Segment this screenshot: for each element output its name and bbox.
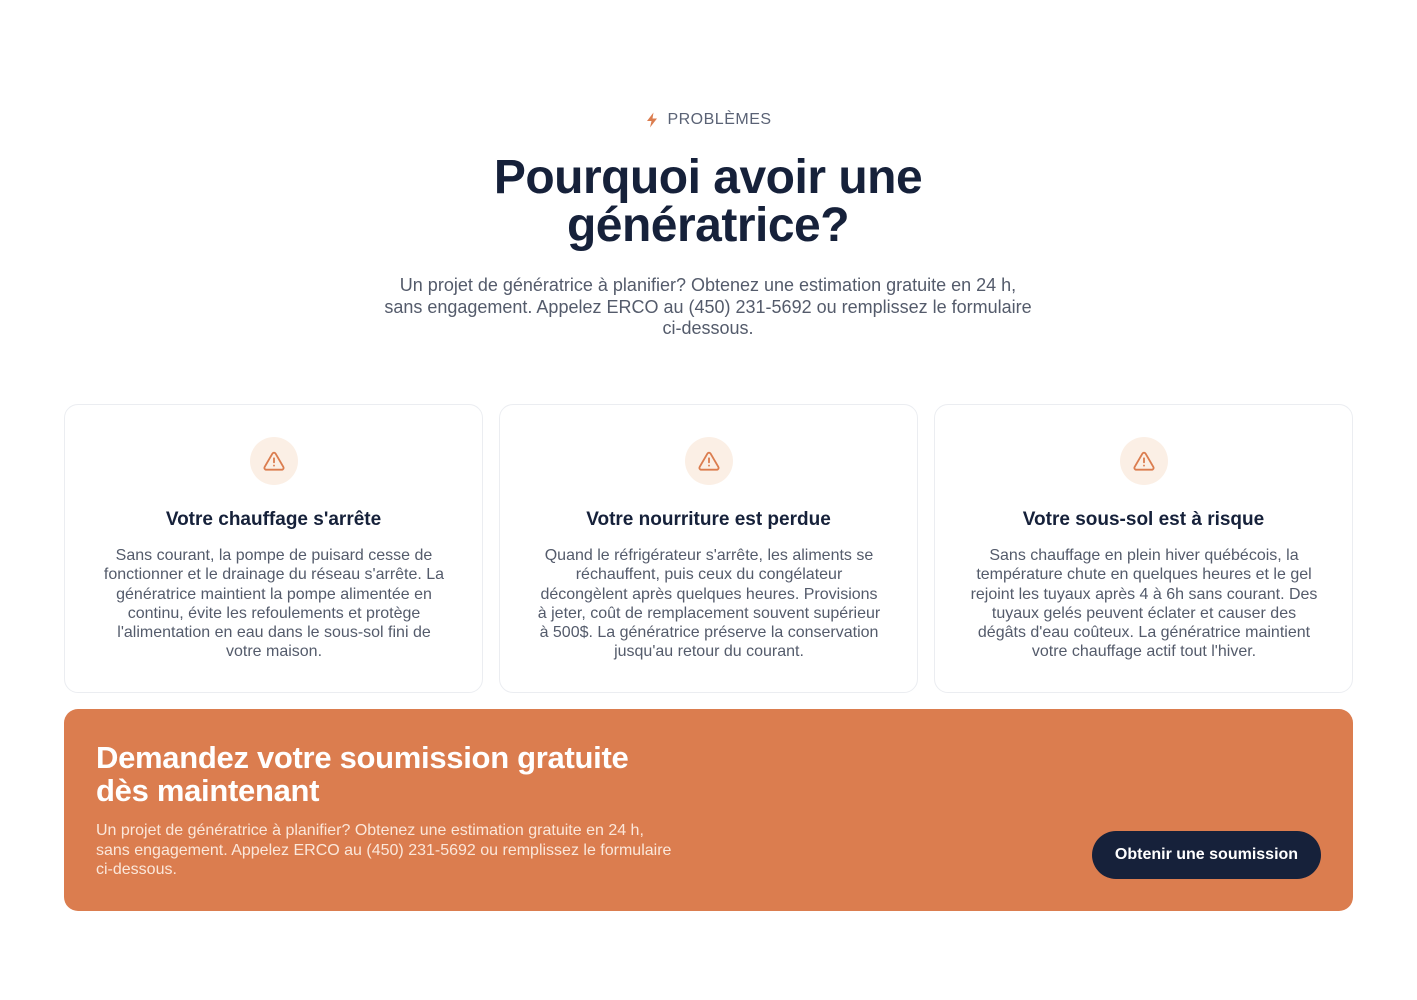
card-line: Quand le réfrigérateur s'arrête, les aliments se — [544, 547, 874, 564]
intro-line-1: Un projet de génératrice à planifier? Obtenez une estimation gratuite en 24 h, — [399, 275, 1017, 295]
intro-line-3: ci-dessous. — [662, 318, 754, 338]
warning-triangle-icon — [263, 450, 285, 472]
card-line: Sans chauffage en plein hiver québécois, la — [989, 547, 1299, 564]
page-title-line-2: génératrice? — [566, 199, 850, 252]
cta-title — [96, 741, 716, 807]
get-quote-button[interactable]: Obtenir une soumission — [1092, 831, 1321, 879]
cta-description — [96, 821, 716, 880]
cta-line-1: Un projet de génératrice à planifier? Obtenez une estimation gratuite en 24 h, — [96, 822, 644, 839]
cta-title-line-2: dès maintenant — [96, 773, 320, 808]
card-line: décongèlent après quelques heures. Provisions — [540, 585, 878, 603]
card-line: fonctionner et le drainage du réseau s'arrête. La — [103, 566, 445, 584]
card-line: l'alimentation en eau dans le sous-sol fini de — [117, 624, 431, 642]
card-title: Votre sous-sol est à risque — [1022, 509, 1265, 530]
card-line: Sans courant, la pompe de puisard cesse de — [115, 547, 433, 564]
problem-card-heating — [64, 404, 483, 693]
problem-card-food — [499, 404, 918, 693]
card-line: jusqu'au retour du courant. — [614, 643, 804, 661]
warning-triangle-icon — [698, 450, 720, 472]
cta-line-3: ci-dessous. — [96, 861, 177, 878]
cta-banner — [64, 709, 1353, 911]
problem-card-basement — [934, 404, 1353, 693]
cta-title-line-1: Demandez votre soumission gratuite — [96, 740, 629, 775]
card-description — [87, 546, 461, 662]
warning-badge — [685, 437, 733, 485]
cta-line-2: sans engagement. Appelez ERCO au (450) 231-5692 ou remplissez le formulaire — [96, 841, 672, 859]
card-description — [957, 546, 1331, 662]
warning-badge — [1120, 437, 1168, 485]
card-line: rejoint les tuyaux après 4 à 6h sans courant. Des — [970, 585, 1318, 603]
page-title — [408, 151, 1008, 252]
card-line: votre chauffage actif tout l'hiver. — [1031, 643, 1257, 661]
card-line: génératrice maintient la pompe alimentée en — [116, 585, 432, 603]
card-line: température chute en quelques heures et le gel — [976, 566, 1312, 584]
lightning-bolt-icon — [645, 112, 659, 128]
card-title: Votre chauffage s'arrête — [165, 509, 382, 530]
warning-triangle-icon — [1133, 450, 1155, 472]
card-line: tuyaux gelés peuvent éclater et causer des — [991, 604, 1297, 622]
eyebrow-label: PROBLÈMES — [667, 111, 772, 128]
intro-line-2: sans engagement. Appelez ERCO au (450) 231-5692 ou remplissez le formulaire — [384, 296, 1032, 317]
card-line: à jeter, coût de remplacement souvent supérieur — [537, 604, 881, 622]
intro-text — [358, 275, 1058, 340]
warning-badge — [250, 437, 298, 485]
card-line: à 500$. La génératrice préserve la conservation — [539, 624, 879, 642]
card-line: réchauffent, puis ceux du congélateur — [575, 566, 843, 584]
card-line: continu, évite les refoulements et protège — [127, 604, 421, 622]
page-title-line-1: Pourquoi avoir une — [493, 151, 923, 204]
card-line: dégâts d'eau coûteux. La génératrice maintient — [977, 624, 1311, 642]
card-description — [522, 546, 896, 662]
section-eyebrow — [0, 111, 1417, 129]
card-title: Votre nourriture est perdue — [586, 509, 831, 530]
card-line: votre maison. — [225, 643, 323, 661]
